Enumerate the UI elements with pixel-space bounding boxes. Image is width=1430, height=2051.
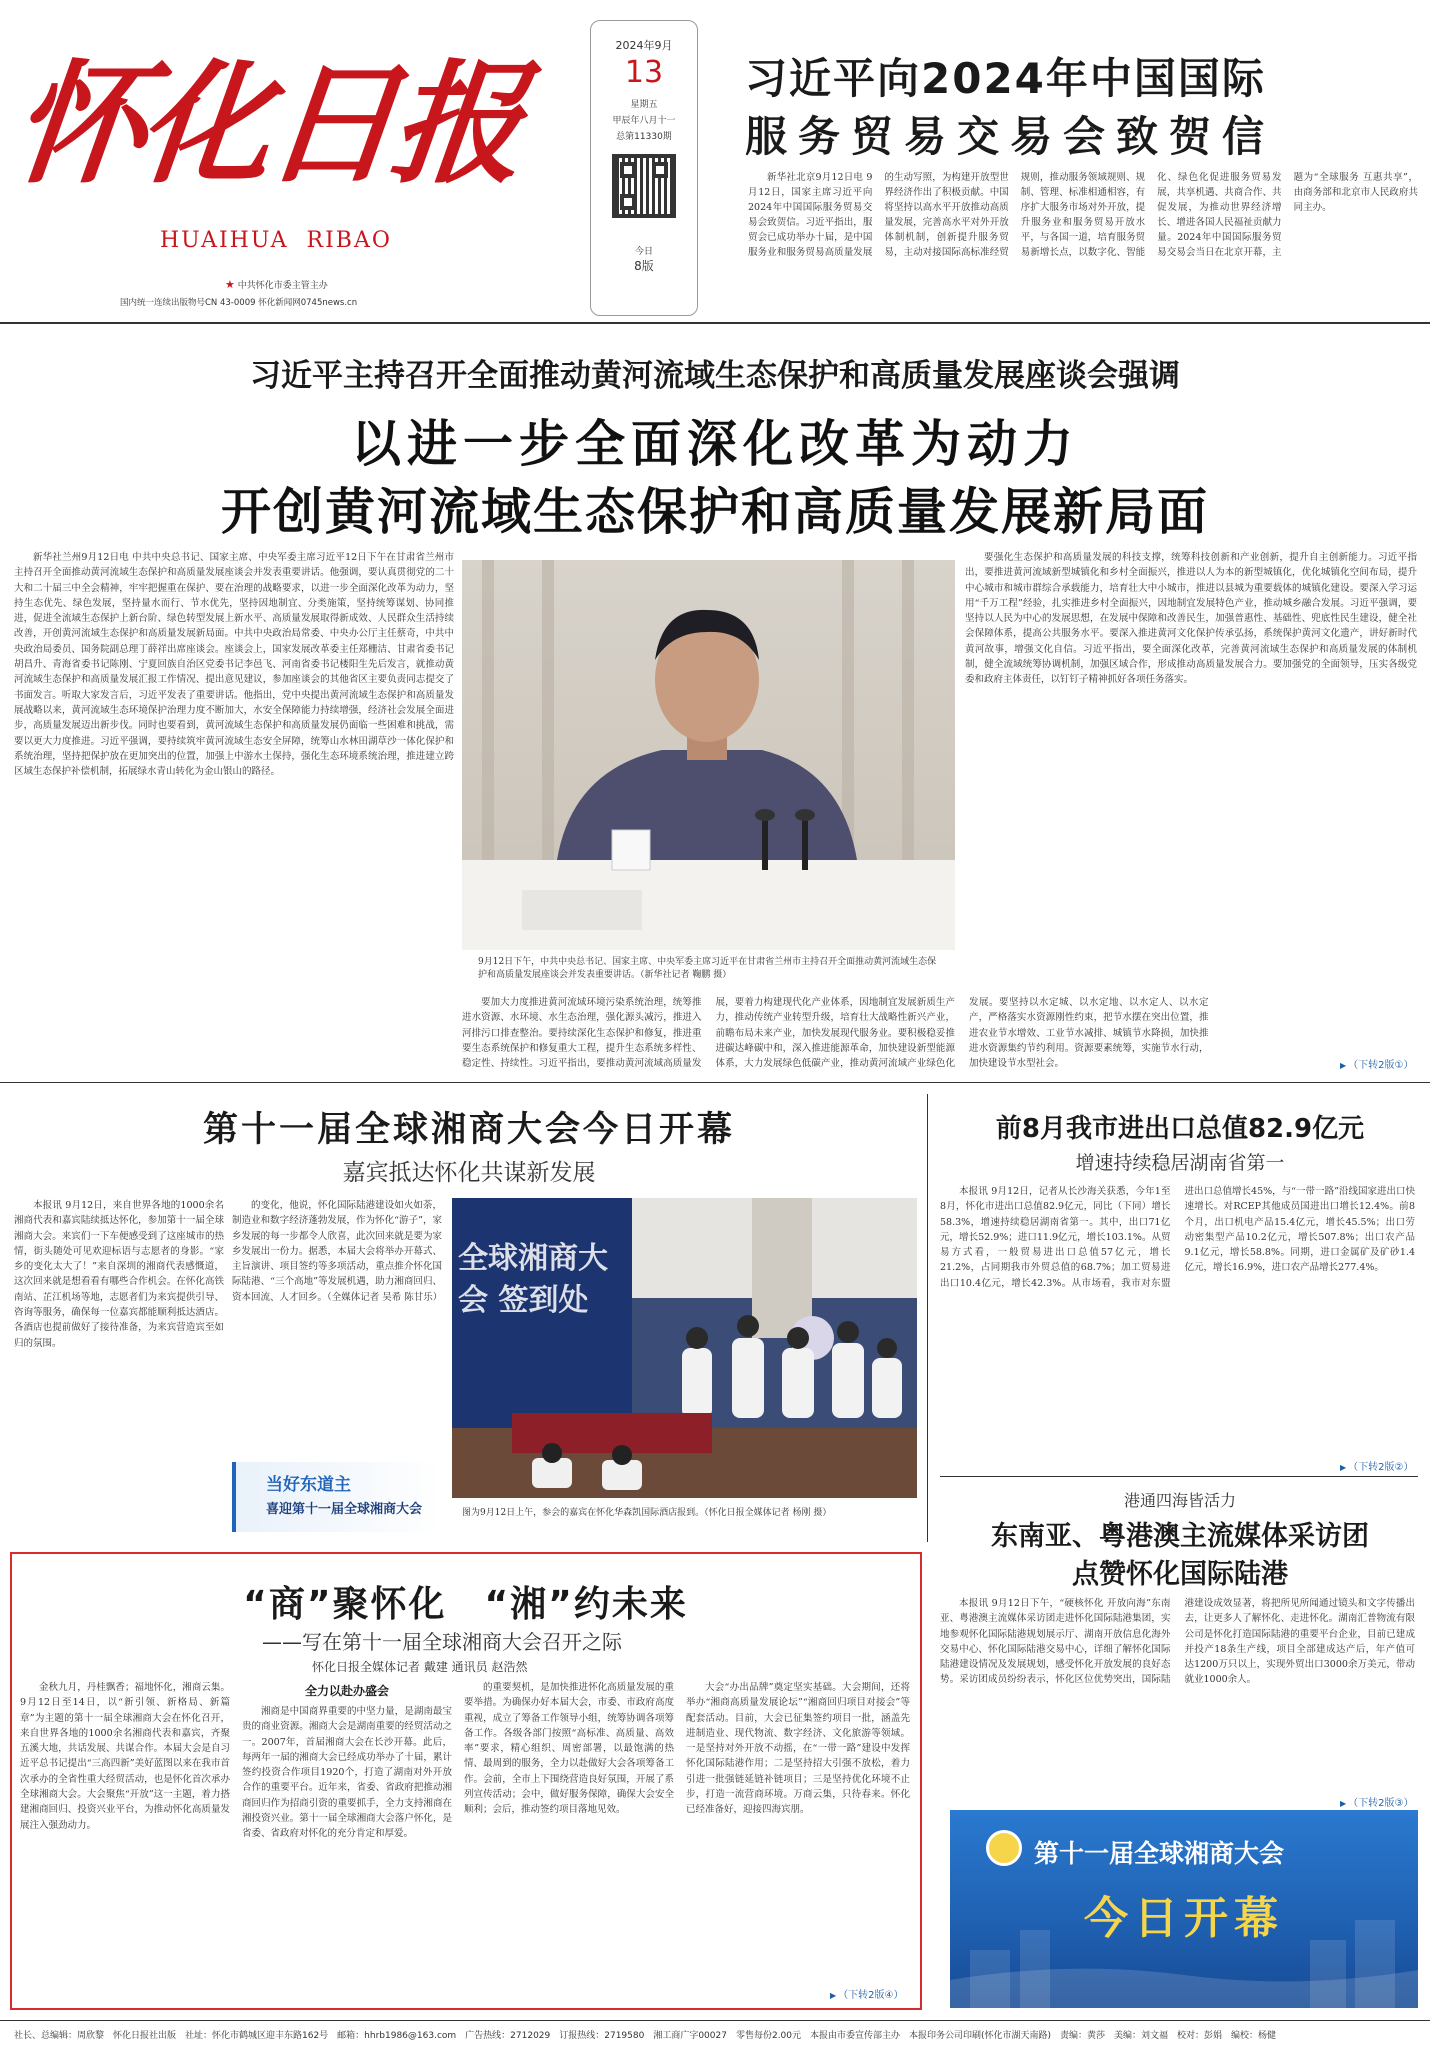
sponsor-line: ★ 中共怀化市委主管主办 <box>225 278 328 291</box>
footer-divider <box>0 2020 1430 2021</box>
main-photo <box>462 560 955 950</box>
feature-body-col3: 的重要契机，是加快推进怀化高质量发展的重要举措。为确保办好本届大会，市委、市政府高度重视，成立了筹备工作领导小组，统筹协调各项筹备工作。各级各部门按照“高标准、高质量、高效率”要求，精心组织、周密部署，以最饱满的热情、最周到的服务，全力以赴做好大会各项筹备工作。会前，全市上下围绕营造良好氛围，开展了系列宣传活动；会中，做好服务保障，确保大会安全顺利；会后，推动签约项目落地见效。 <box>464 1682 674 1816</box>
date-day: 13 <box>624 55 664 90</box>
main-body-col3: 要强化生态保护和高质量发展的科技支撑，统筹科技创新和产业创新，提升自主创新能力。习近平指出，要推进黄河流域新型城镇化和乡村全面振兴，推进以人为本的新型城镇化，优化城镇化空间布局，提升中心城市和城市群综合承载能力，培育壮大中小城市，推进以县城为重要载体的城镇化建设。要深入学习运用“千万工程”经验，扎实推进乡村全面振兴，因地制宜发展特色产业，推动城乡融合发展。习近平强调，要坚持以人民为中心的发展思想，在发展中保障和改善民生，加强普惠性、基础性、兜底性民生建设，健全社会保障体系，提高公共服务水平。要深入推进黄河文化保护传承弘扬，系统保护黄河文化遗产，讲好新时代黄河故事，增强文化自信。习近平指出，要全面深化改革，完善黄河流域生态保护和高质量发展的体制机制，健全流域统筹协调机制，加强区域合作，形成推动高质量发展合力。要加强党的全面领导，压实各级党委和政府主体责任，以钉钉子精神抓好各项任务落实。 <box>965 552 1417 686</box>
feature-subtitle: ——写在第十一届全球湘商大会召开之际 <box>262 1630 622 1654</box>
feature-col2-heading: 全力以赴办盛会 <box>304 1684 389 1698</box>
media-continued-link[interactable]: ▶ （下转2版③） <box>1340 1794 1413 1809</box>
feature-title: “商”聚怀化 “湘”约未来 <box>243 1584 688 1625</box>
feature-box <box>10 1552 922 2010</box>
lead-headline-1: 习近平向2024年中国国际 <box>745 54 1266 103</box>
date-year-month: 2024年9月 <box>615 39 673 52</box>
footer-info: 社长、总编辑：周欣黎 怀化日报社出版 社址：怀化市鹤城区迎丰东路162号 邮箱：hhrb1986@163.com 广告热线：2712029 订报热线：2719580 湘工商广字00027 零售每份2.00元 本报由市委宣传部主办 本报印务公司印刷(怀化市湖天南路) 责编：黄莎 美编：刘文福 校对：彭娟 编校：杨健 <box>14 2031 1277 2041</box>
expo-advertisement[interactable] <box>950 1810 1418 2008</box>
main-divider <box>0 1082 1430 1083</box>
feature-body-col4: 大会“办出品牌”奠定坚实基础。大会期间，还将举办“湘商高质量发展论坛”“湘商回归项目对接会”等配套活动。目前，大会已征集签约项目一批，涵盖先进制造业、现代物流、数字经济、文化旅游等领域。一是坚持对外开放不动摇，在“一带一路”建设中发挥怀化国际陆港作用；二是坚持招大引强不放松，着力引进一批强链延链补链项目；三是坚持优化环境不止步，打造一流营商环境。万商云集，只待春来。怀化已经准备好，迎接四海宾朋。 <box>686 1682 910 1816</box>
media-body: 本报讯 9月12日下午，“硬核怀化 开放向海”东南亚、粤港澳主流媒体采访团走进怀化国际陆港集团，实地参观怀化国际陆港规划展示厅、湖南开放信息化海外交易中心、怀化国际陆港交易中心，详细了解怀化国际陆港建设情况及发展规划，感受怀化开放发展的良好态势。采访团成员纷纷表示，怀化区位优势突出，国际陆港建设成效显著，将把所见所闻通过镜头和文字传播出去，让更多人了解怀化、走进怀化。湖南汇普物流有限公司是怀化打造国际陆港的重要平台企业，目前已建成并投产18条生产线，项目全部建成达产后，年产值可达1200万只以上，实现外贸出口3000余万美元，带动就业1000余人。 <box>940 1598 1415 1686</box>
forum-subtitle: 嘉宾抵达怀化共谋新发展 <box>342 1160 596 1186</box>
forum-banner-line1: 当好东道主 <box>266 1475 351 1495</box>
main-kicker: 习近平主持召开全面推动黄河流域生态保护和高质量发展座谈会强调 <box>250 358 1180 394</box>
trade-subtitle: 增速持续稳居湖南省第一 <box>1075 1152 1285 1174</box>
forum-title: 第十一届全球湘商大会今日开幕 <box>202 1110 735 1150</box>
main-photo-illustration <box>462 560 955 950</box>
trade-body: 本报讯 9月12日，记者从长沙海关获悉，今年1至8月，怀化市进出口总值82.9亿元，同比（下同）增长58.3%，增速持续稳居湖南省第一。其中，出口71亿元，增长52.9%；进口11.9亿元，增长103.1%。从贸易方式看，一般贸易进出口总值57亿元，增长21.2%，占同期我市外贸总值的68.7%；加工贸易进出口10.4亿元，增长42.3%。从市场看，我市对东盟进出口总值增长45%，与“一带一路”沿线国家进出口快速增长。对RCEP其他成员国进出口增长12.4%。前8个月，出口机电产品15.4亿元，增长45.5%；出口劳动密集型产品10.2亿元，增长507.8%；出口农产品9.1亿元，增长58.8%。同期，进口金属矿及矿砂1.4亿元，增长16.9%，进口农产品增长277.4%。 <box>940 1186 1415 1289</box>
forum-photo-sign: 全球湘商大会 签到处 <box>458 1241 608 1318</box>
forum-photo-caption: 图为9月12日上午，参会的嘉宾在怀化华森凯国际酒店报到。（怀化日报全媒体记者 杨刚 摄） <box>462 1508 832 1518</box>
masthead <box>0 0 1430 318</box>
main-title-1: 以进一步全面深化改革为动力 <box>351 415 1079 473</box>
issn-line: 国内统一连续出版物号CN 43-0009 怀化新闻网0745news.cn <box>120 298 358 308</box>
forum-right-divider <box>927 1094 928 1542</box>
masthead-divider <box>0 322 1430 324</box>
media-title-2: 点赞怀化国际陆港 <box>1072 1559 1288 1590</box>
forum-body-col1: 本报讯 9月12日，来自世界各地的1000余名湘商代表和嘉宾陆续抵达怀化，参加第十一届全球湘商大会。来宾们一下车便感受到了这座城市的热情，街头随处可见欢迎标语与志愿者的身影。“家乡的变化太大了！”来自深圳的湘商代表感慨道，这次回来就是想看看有哪些合作机会。在怀化高铁南站、芷江机场等地，志愿者们为来宾提供引导、咨询等服务，确保每一位嘉宾都能顺利抵达酒店。各酒店也提前做好了接待准备，为来宾营造宾至如归的氛围。 <box>14 1200 224 1349</box>
main-photo-caption: 9月12日下午，中共中央总书记、国家主席、中央军委主席习近平在甘肃省兰州市主持召开全面推动黄河流域生态保护和高质量发展座谈会并发表重要讲话。（新华社记者 鞠鹏 摄） <box>478 957 937 980</box>
lead-headline-2: 服务贸易交易会致贺信 <box>745 112 1276 161</box>
trade-continued-link[interactable]: ▶ （下转2版②） <box>1340 1458 1413 1473</box>
qr-code-icon[interactable] <box>612 154 676 218</box>
ad-subtitle: 今日开幕 <box>1084 1893 1284 1944</box>
media-kicker: 港通四海皆活力 <box>1123 1491 1236 1510</box>
media-title-1: 东南亚、粤港澳主流媒体采访团 <box>991 1521 1369 1552</box>
issue-number: 总第11330期 <box>616 132 672 142</box>
date-box <box>590 20 698 316</box>
trade-divider <box>940 1476 1418 1477</box>
newspaper-logo: 怀化日报 <box>5 47 527 202</box>
ad-logo-icon <box>986 1830 1022 1866</box>
feature-continued-link[interactable]: ▶ （下转2版④） <box>830 1986 903 2001</box>
feature-body-col2: 湘商是中国商界重要的中坚力量，是湖南最宝贵的商业资源。湘商大会是湖南重要的经贸活动之一。2007年，首届湘商大会在长沙开幕。此后，每两年一届的湘商大会已经成功举办了十届，累计签约投资合作项目1920个，打造了湖南对外开放合作的重要平台。近年来，省委、省政府把推动湘商回归作为招商引资的重要抓手，全力支持湘商在湘投资兴业。第十一届全球湘商大会落户怀化，是省委、省政府对怀化的充分肯定和厚爱。 <box>242 1706 452 1840</box>
main-body-col2: 要加大力度推进黄河流域环境污染系统治理，统筹推进水资源、水环境、水生态治理，强化源头减污，推进入河排污口排查整治。要持续深化生态保护和修复，推进重要生态系统保护和修复重大工程，提升生态系统多样性、稳定性、持续性。习近平指出，要推动黄河流域高质量发展，要着力构建现代化产业体系，因地制宜发展新质生产力，推动传统产业转型升级，培育壮大战略性新兴产业，前瞻布局未来产业，加快发展现代服务业。要积极稳妥推进碳达峰碳中和，深入推进能源革命，加快建设新型能源体系，大力发展绿色低碳产业，推动黄河流域产业绿色化发展。要坚持以水定城、以水定地、以水定人、以水定产，严格落实水资源刚性约束，把节水摆在突出位置，推进农业节水增效、工业节水减排、城镇节水降损，加快推进水资源集约节约利用。资源要素统筹，实施节水行动，加快建设节水型社会。 <box>462 997 1209 1070</box>
forum-photo <box>452 1198 917 1498</box>
trade-title: 前8月我市进出口总值82.9亿元 <box>995 1114 1365 1144</box>
feature-byline: 怀化日报全媒体记者 戴建 通讯员 赵浩然 <box>312 1660 528 1674</box>
forum-banner-line2: 喜迎第十一届全球湘商大会 <box>266 1502 423 1517</box>
main-continued-link[interactable]: ▶ （下转2版①） <box>1340 1056 1413 1071</box>
main-body-col1: 新华社兰州9月12日电 中共中央总书记、国家主席、中央军委主席习近平12日下午在甘肃省兰州市主持召开全面推动黄河流域生态保护和高质量发展座谈会并发表重要讲话。他强调，要认真贯彻党的二十大和二十届三中全会精神，牢牢把握重在保护、要在治理的战略要求，以进一步全面深化改革为动力，坚持生态优先、绿色发展，坚持量水而行、节水优先，坚持因地制宜、分类施策，坚持统筹谋划、协同推进，促进全流域生态保护上新台阶、绿色转型发展上新水平、高质量发展取得新成效、人民群众生活持续改善，开创黄河流域生态保护和高质量发展新局面。中共中央政治局常委、中央办公厅主任蔡奇，中共中央政治局委员、国务院副总理丁薛祥出席座谈会。座谈会上，国家发展改革委主任郑栅洁、甘肃省委书记胡昌升、青海省委书记陈刚、宁夏回族自治区党委书记李邑飞、河南省委书记楼阳生先后发言，就推动黄河流域生态保护和高质量发展汇报工作情况、提出意见建议，参加座谈会的其他省区主要负责同志提交了书面发言。听取大家发言后，习近平发表了重要讲话。他指出，党中央提出黄河流域生态保护和高质量发展战略以来，黄河流域生态环境保护治理力度不断加大，水安全保障能力持续增强，经济社会发展全面进步，高质量发展迈出新步伐。同时也要看到，黄河流域生态保护和高质量发展仍面临一些困难和挑战，需要以更大力度推进。习近平强调，要持续筑牢黄河流域生态安全屏障，统筹山水林田湖草沙一体化保护和系统治理，坚持把保护放在更加突出的位置，加强上中游水土保持，强化生态环境系统治理，推进建立跨区域生态保护补偿机制，拓展绿水青山转化为金山银山的路径。 <box>14 552 454 778</box>
forum-banner <box>232 1462 442 1532</box>
party-emblem-icon: ★ <box>225 278 235 291</box>
lead-body: 新华社北京9月12日电 9月12日，国家主席习近平向2024年中国国际服务贸易交易会致贺信。习近平指出，服贸会已成功举办十届，是中国服务业和服务贸易高质量发展的生动写照，为构建开放型世界经济作出了积极贡献。中国将坚持以高水平开放推动高质量发展，完善高水平对外开放体制机制，创新提升服务贸易，主动对接国际高标准经贸规则，推动服务领域规则、规制、管理、标准相通相容，有序扩大服务市场对外开放，提升服务业和服务贸易开放水平，与各国一道，培育服务贸易新增长点，以数字化、智能化、绿色化促进服务贸易发展，共享机遇、共商合作、共促发展，为推动世界经济增长、增进各国人民福祉贡献力量。2024年中国国际服务贸易交易会当日在北京开幕，主题为“全球服务 互惠共享”，由商务部和北京市人民政府共同主办。 <box>748 172 1418 258</box>
logo-pinyin: HUAIHUA RIBAO <box>160 228 392 253</box>
weekday: 星期五 <box>630 100 658 110</box>
pages-count: 8版 <box>634 259 654 273</box>
feature-body-col1: 金秋九月，丹桂飘香；福地怀化，湘商云集。9月12日至14日，以“新引领、新格局、新篇章”为主题的第十一届全球湘商大会在怀化召开，来自世界各地的1000余名湘商代表和嘉宾，齐聚五溪大地，共话发展、共谋合作。本届大会是自习近平总书记提出“三高四新”美好蓝图以来在我市首次承办的全省性重大经贸活动，也是怀化首次承办全球湘商大会。大会聚焦“开放”这一主题，着力搭建湘商回归、投资兴业平台，为推动怀化高质量发展注入强劲动力。 <box>20 1682 230 1831</box>
ad-title: 第十一届全球湘商大会 <box>1034 1839 1285 1868</box>
lunar-date: 甲辰年八月十一 <box>612 116 676 126</box>
forum-body-col2: 的变化，他说，怀化国际陆港建设如火如荼，制造业和数字经济蓬勃发展，作为怀化“游子”，家乡发展的每一步都令人欣喜，此次回来就是要为家乡发展出一份力。据悉，本届大会将举办开幕式、主旨演讲、项目签约等多项活动，重点推介怀化国际陆港、“三个高地”等发展机遇，助力湘商回归、资本回流、人才回乡。（全媒体记者 吴希 陈甘乐） <box>232 1200 443 1303</box>
main-title-2: 开创黄河流域生态保护和高质量发展新局面 <box>221 483 1209 541</box>
pages-label: 今日 <box>634 247 653 257</box>
